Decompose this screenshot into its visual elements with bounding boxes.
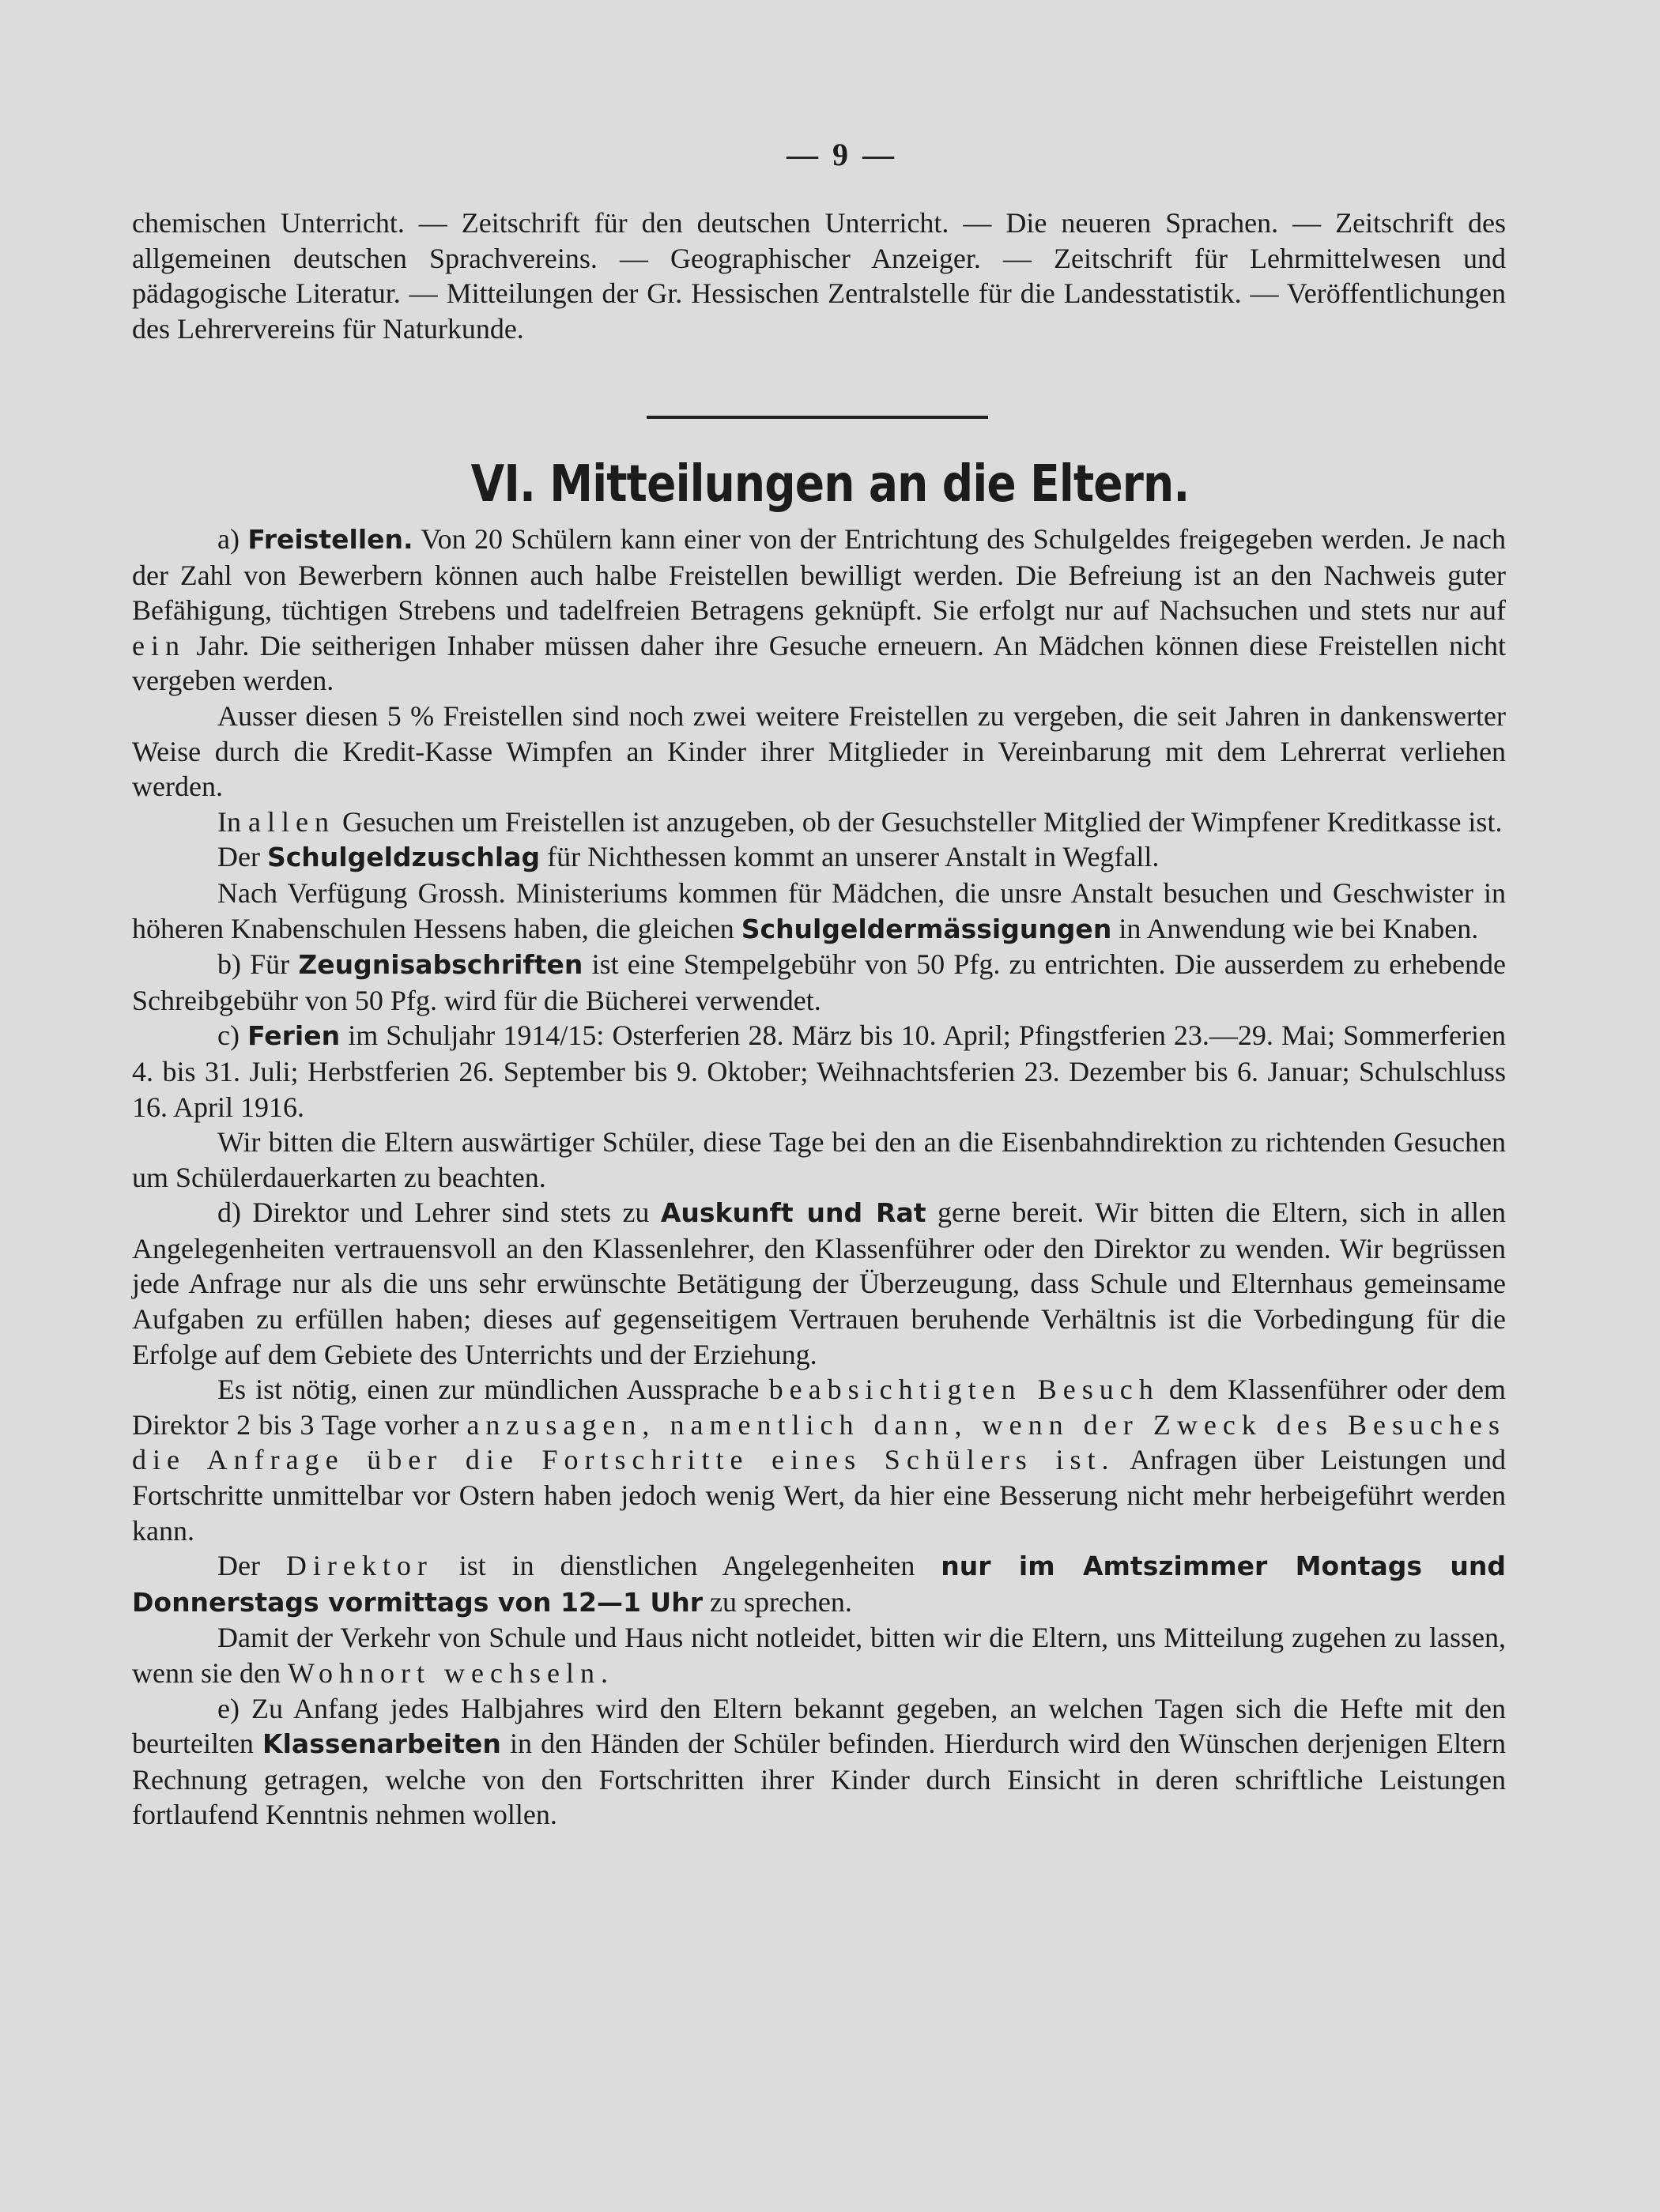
paragraph-ermaessigungen bbox=[132, 876, 1506, 947]
paragraph-text: in den Händen der Schüler befinden. Hierdurch wird den Wünschen derjenigen Eltern Rechnung getragen, welche von den Fortschritten ihrer Kinder durch Einsicht in deren schriftliche Leistungen fortlaufend Kenntnis nehmen wollen. bbox=[132, 1728, 1507, 1831]
paragraph-text: in Anwendung wie bei Knaben. bbox=[1119, 912, 1479, 944]
paragraph-text: In bbox=[217, 805, 241, 838]
paragraph-text: ist eine Stempelgebühr von 50 Pfg. zu entrichten. Die ausserdem zu erhebende Schreibgebühr von 50 Pfg. wird für die Bücherei verwendet. bbox=[132, 948, 1507, 1016]
paragraph-text: Es ist nötig, einen zur mündlichen Aussprache bbox=[217, 1374, 760, 1406]
paragraph-freistellen bbox=[132, 522, 1506, 699]
section-body bbox=[132, 522, 1506, 1833]
paragraph-text: Der bbox=[217, 1550, 260, 1582]
section-divider bbox=[647, 416, 988, 419]
emphasis-text: anzusagen, namentlich dann, wenn der Zweck des Besuches die Anfrage über die Fortschritte eines Schülers ist. bbox=[132, 1408, 1506, 1476]
page-number: — 9 — bbox=[787, 137, 897, 172]
paragraph-weitere-freistellen: Ausser diesen 5 % Freistellen sind noch zwei weitere Freistellen zu vergeben, die seit Jahren in dankenswerter Weise durch die Kredit-Kasse Wimpfen an Kinder ihrer Mitglieder in Vereinbarung mit dem Lehrerrat verliehen werden. bbox=[132, 699, 1506, 803]
paragraph-text: Jahr. Die seitherigen Inhaber müssen daher ihre Gesuche erneuern. An Mädchen können diese Freistellen nicht vergeben werden. bbox=[132, 629, 1506, 697]
paragraph-zeugnisabschriften bbox=[132, 947, 1506, 1018]
paragraph-text: Der bbox=[217, 841, 260, 873]
emphasis-text: Wohnort wechseln. bbox=[287, 1657, 614, 1689]
paragraph-gesuche bbox=[132, 805, 1506, 840]
paragraph-klassenarbeiten bbox=[132, 1691, 1506, 1833]
paragraph-text: Nach Verfügung Grossh. Ministeriums kommen für Mädchen, die unsre Anstalt besuchen und Geschwister in höheren Knabenschulen Hessens haben, die gleichen bbox=[132, 876, 1506, 944]
paragraph-text: e) Zu Anfang jedes Halbjahres wird den Eltern bekannt gegeben, an welchen Tagen sich die Hefte mit den beurteilten bbox=[132, 1692, 1506, 1760]
paragraph-ferien bbox=[132, 1018, 1506, 1125]
paragraph-text: gerne bereit. Wir bitten die Eltern, sich in allen Angelegenheiten vertrauensvoll an den Klassenlehrer, den Klassenführer oder den Direktor zu wenden. Wir begrüssen jede Anfrage nur als die uns sehr erwünschte Betätigung der Überzeugung, dass Schule und Elternhaus gemeinsame Aufgaben zu erfüllen haben; dieses auf gegenseitigem Vertrauen beruhende Verhältnis ist die Vorbedingung für die Erfolge auf dem Gebiete des Unterrichts und der Erziehung. bbox=[132, 1196, 1507, 1370]
bold-text: Zeugnisabschriften bbox=[298, 949, 583, 981]
bold-text: Schulgeldermässigungen bbox=[741, 913, 1112, 944]
emphasis-text: beabsichtigten Besuch bbox=[768, 1374, 1160, 1406]
paragraph-text: für Nichthessen kommt an unserer Anstalt in Wegfall. bbox=[547, 841, 1160, 873]
intro-paragraph bbox=[132, 205, 1506, 346]
paragraph-text: c) bbox=[217, 1019, 240, 1052]
paragraph-wohnort bbox=[132, 1620, 1506, 1690]
paragraph-text: im Schuljahr 1914/15: Osterferien 28. März bis 10. April; Pfingstferien 23.—29. Mai; Sommerferien 4. bis 31. Juli; Herbstferien 26. September bis 9. Oktober; Weihnachtsferien 23. Dezember bis 6. Januar; Schulschluss 16. April 1916. bbox=[132, 1019, 1507, 1123]
section-heading: VI. Mitteilungen an die Eltern. bbox=[470, 455, 1190, 514]
paragraph-text: ist in dienstlichen Angelegenheiten bbox=[458, 1550, 915, 1582]
paragraph-schuelerdauerkarten: Wir bitten die Eltern auswärtiger Schüler, diese Tage bei den an die Eisenbahndirektion zu richtenden Gesuchen um Schülerdauerkarten zu beachten. bbox=[132, 1126, 1506, 1193]
bold-text: Klassenarbeiten bbox=[262, 1728, 501, 1760]
paragraph-direktor bbox=[132, 1548, 1506, 1620]
paragraph-text: b) Für bbox=[217, 948, 290, 981]
paragraph-besuch bbox=[132, 1372, 1506, 1548]
paragraph-text: dem Klassenführer oder dem Direktor 2 bis 3 Tage vorher bbox=[132, 1374, 1507, 1441]
emphasis-text: ein bbox=[132, 629, 186, 661]
item-title: Freistellen. bbox=[247, 524, 413, 555]
emphasis-text: Direktor bbox=[285, 1550, 433, 1582]
paragraph-text: zu sprechen. bbox=[709, 1585, 852, 1618]
paragraph-text: Gesuchen um Freistellen ist anzugeben, ob der Gesuchsteller Mitglied der Wimpfener Kreditkasse ist. bbox=[341, 805, 1503, 838]
bold-text: Ferien bbox=[247, 1020, 341, 1052]
paragraph-text: Damit der Verkehr von Schule und Haus nicht notleidet, bitten wir die Eltern, uns Mitteilung zugehen zu lassen, wenn sie den bbox=[132, 1622, 1506, 1689]
paragraph-text: d) Direktor und Lehrer sind stets zu bbox=[217, 1196, 650, 1229]
bold-text: nur im Amtszimmer Montags und Donnerstags vormittags von 12—1 Uhr bbox=[132, 1551, 1506, 1618]
paragraph-text: Anfragen über Leistungen und Fortschritte unmittelbar vor Ostern haben jedoch wenig Wert, da hier eine Besserung nicht mehr herbeigeführt werden kann. bbox=[132, 1444, 1507, 1547]
item-label: a) bbox=[217, 523, 240, 555]
bold-text: Auskunft und Rat bbox=[660, 1197, 926, 1229]
paragraph-auskunft bbox=[132, 1195, 1506, 1372]
paragraph-schulgeldzuschlag bbox=[132, 839, 1506, 876]
emphasis-text: allen bbox=[248, 805, 335, 838]
paragraph-text: Von 20 Schülern kann einer von der Entrichtung des Schulgeldes freigegeben werden. Je nach der Zahl von Bewerbern können auch halbe Freistellen bewilligt werden. Die Befreiung ist an den Nachweis guter Befähigung, tüchtigen Strebens und tadelfreien Betragens geknüpft. Sie erfolgt nur auf Nachsuchen und stets nur auf bbox=[132, 523, 1506, 627]
intro-text: chemischen Unterricht. — Zeitschrift für den deutschen Unterricht. — Die neueren Sprachen. — Zeitschrift des allgemeinen deutschen Sprachvereins. — Geographischer Anzeiger. — Zeitschrift für Lehrmittelwesen und pädagogische Literatur. — Mitteilungen der Gr. Hessischen Zentralstelle für die Landesstatistik. — Veröffentlichungen des Lehrervereins für Naturkunde. bbox=[132, 207, 1506, 345]
bold-text: Schulgeldzuschlag bbox=[266, 842, 541, 873]
